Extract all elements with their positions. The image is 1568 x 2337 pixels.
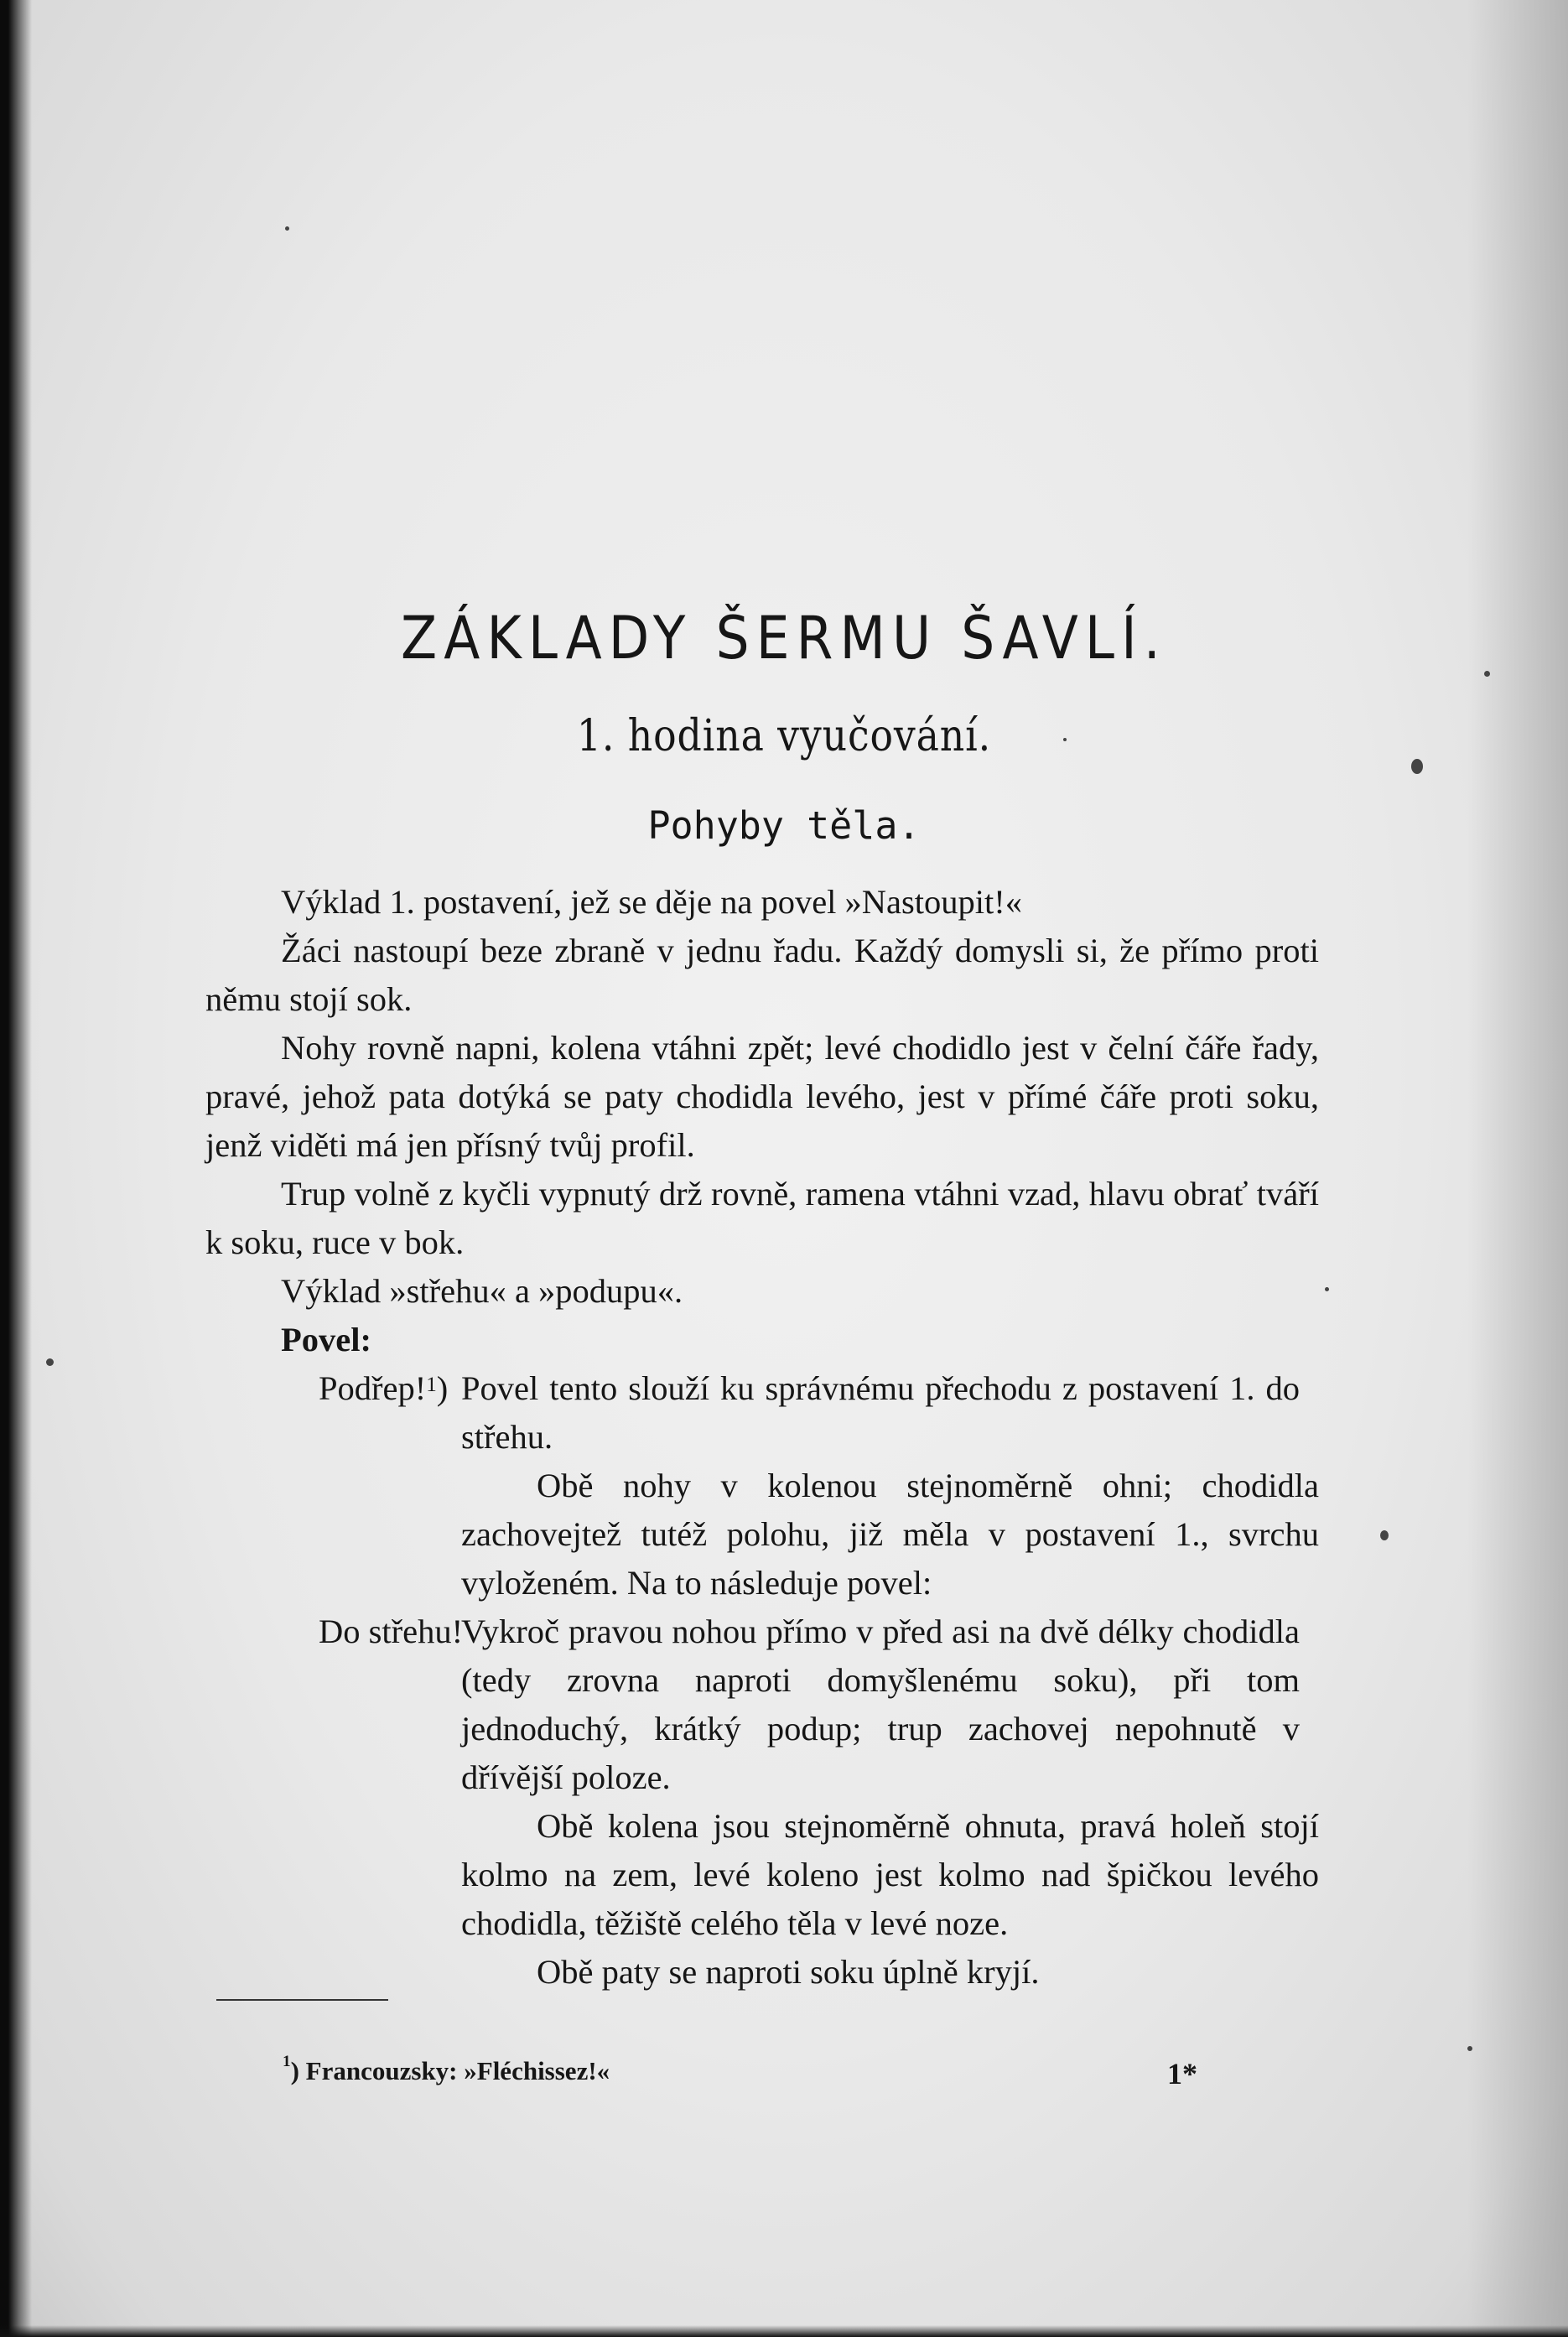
- scan-speck: [1467, 2046, 1472, 2051]
- command-detail: [461, 1802, 1319, 1997]
- command-detail-text: Obě kolena jsou stejnoměrně ohnuta, pravá holeň stojí kolmo na zem, levé koleno jest kolmo nad špičkou levého chodidla, těžiště celého těla v levé noze.: [461, 1807, 1319, 1942]
- footnote: [283, 2053, 610, 2086]
- lesson-subtitle: 1. hodina vyučování.: [576, 711, 992, 761]
- page-title: ZÁKLADY ŠERMU ŠAVLÍ.: [401, 604, 1167, 673]
- scan-speck: [1380, 1530, 1389, 1540]
- scan-speck: [46, 1358, 54, 1366]
- scan-speck: [1325, 1287, 1329, 1291]
- command-detail-text: Obě nohy v kolenou stejnoměrně ohni; chodidla zachovejtež tutéž polohu, již měla v postavení 1., svrchu vyloženém. Na to následuje povel:: [461, 1467, 1319, 1602]
- footnote-mark: 1: [426, 1374, 437, 1396]
- paragraph-1: Výklad 1. postavení, jež se děje na povel »Nastoupit!«: [281, 883, 1023, 921]
- footnote-mark: 1: [283, 2053, 291, 2070]
- command-text: Povel tento slouží ku správnému přechodu z postavení 1. do střehu.: [461, 1369, 1300, 1456]
- scan-speck: [285, 226, 289, 231]
- page-shadow: [1467, 0, 1568, 2337]
- povel-label: Povel:: [281, 1321, 371, 1358]
- page-number: 1*: [1167, 2057, 1197, 2090]
- main-text: [205, 878, 1319, 1997]
- book-binding-edge: [0, 0, 32, 2337]
- command-podrep: Podřep!$^1$) Povel tento slouží ku správnému přechodu z postavení 1. do střehu.: [319, 1364, 1319, 1462]
- command-detail: [461, 1462, 1319, 1607]
- paragraph-3: Nohy rovně napni, kolena vtáhni zpět; levé chodidlo jest v čelní čáře řady, pravé, jehož pata dotýká se paty chodidla levého, jest v přímé čáře proti soku, jenž viděti má jen přísný tvůj profil.: [205, 1029, 1319, 1164]
- paragraph-5: Výklad »střehu« a »podupu«.: [281, 1272, 683, 1310]
- command-label: Do střehu!: [319, 1613, 464, 1650]
- page-bottom-edge: [0, 2325, 1568, 2337]
- command-label: Podřep!: [319, 1369, 427, 1407]
- paragraph-2: Žáci nastoupí beze zbraně v jednu řadu. Každý domysli si, že přímo proti němu stojí sok.: [205, 932, 1319, 1018]
- paragraph-4: Trup volně z kyčli vypnutý drž rovně, ramena vtáhni vzad, hlavu obrať tváří k soku, ruce v bok.: [205, 1175, 1319, 1261]
- command-text: Vykroč pravou nohou přímo v před asi na dvě délky chodidla (tedy zrovna naproti domyšlenému soku), při tom jednoduchý, krátký podup; trup zachovej nepohnutě v dřívější poloze.: [461, 1613, 1300, 1796]
- footnote-divider: [216, 1999, 388, 2001]
- command-detail-text: Obě paty se naproti soku úplně kryjí.: [537, 1953, 1040, 1991]
- footnote-text: ) Francouzsky: »Fléchissez!«: [290, 2056, 610, 2085]
- command-do-strehu: [319, 1607, 1319, 1802]
- section-heading: Pohyby těla.: [647, 803, 921, 848]
